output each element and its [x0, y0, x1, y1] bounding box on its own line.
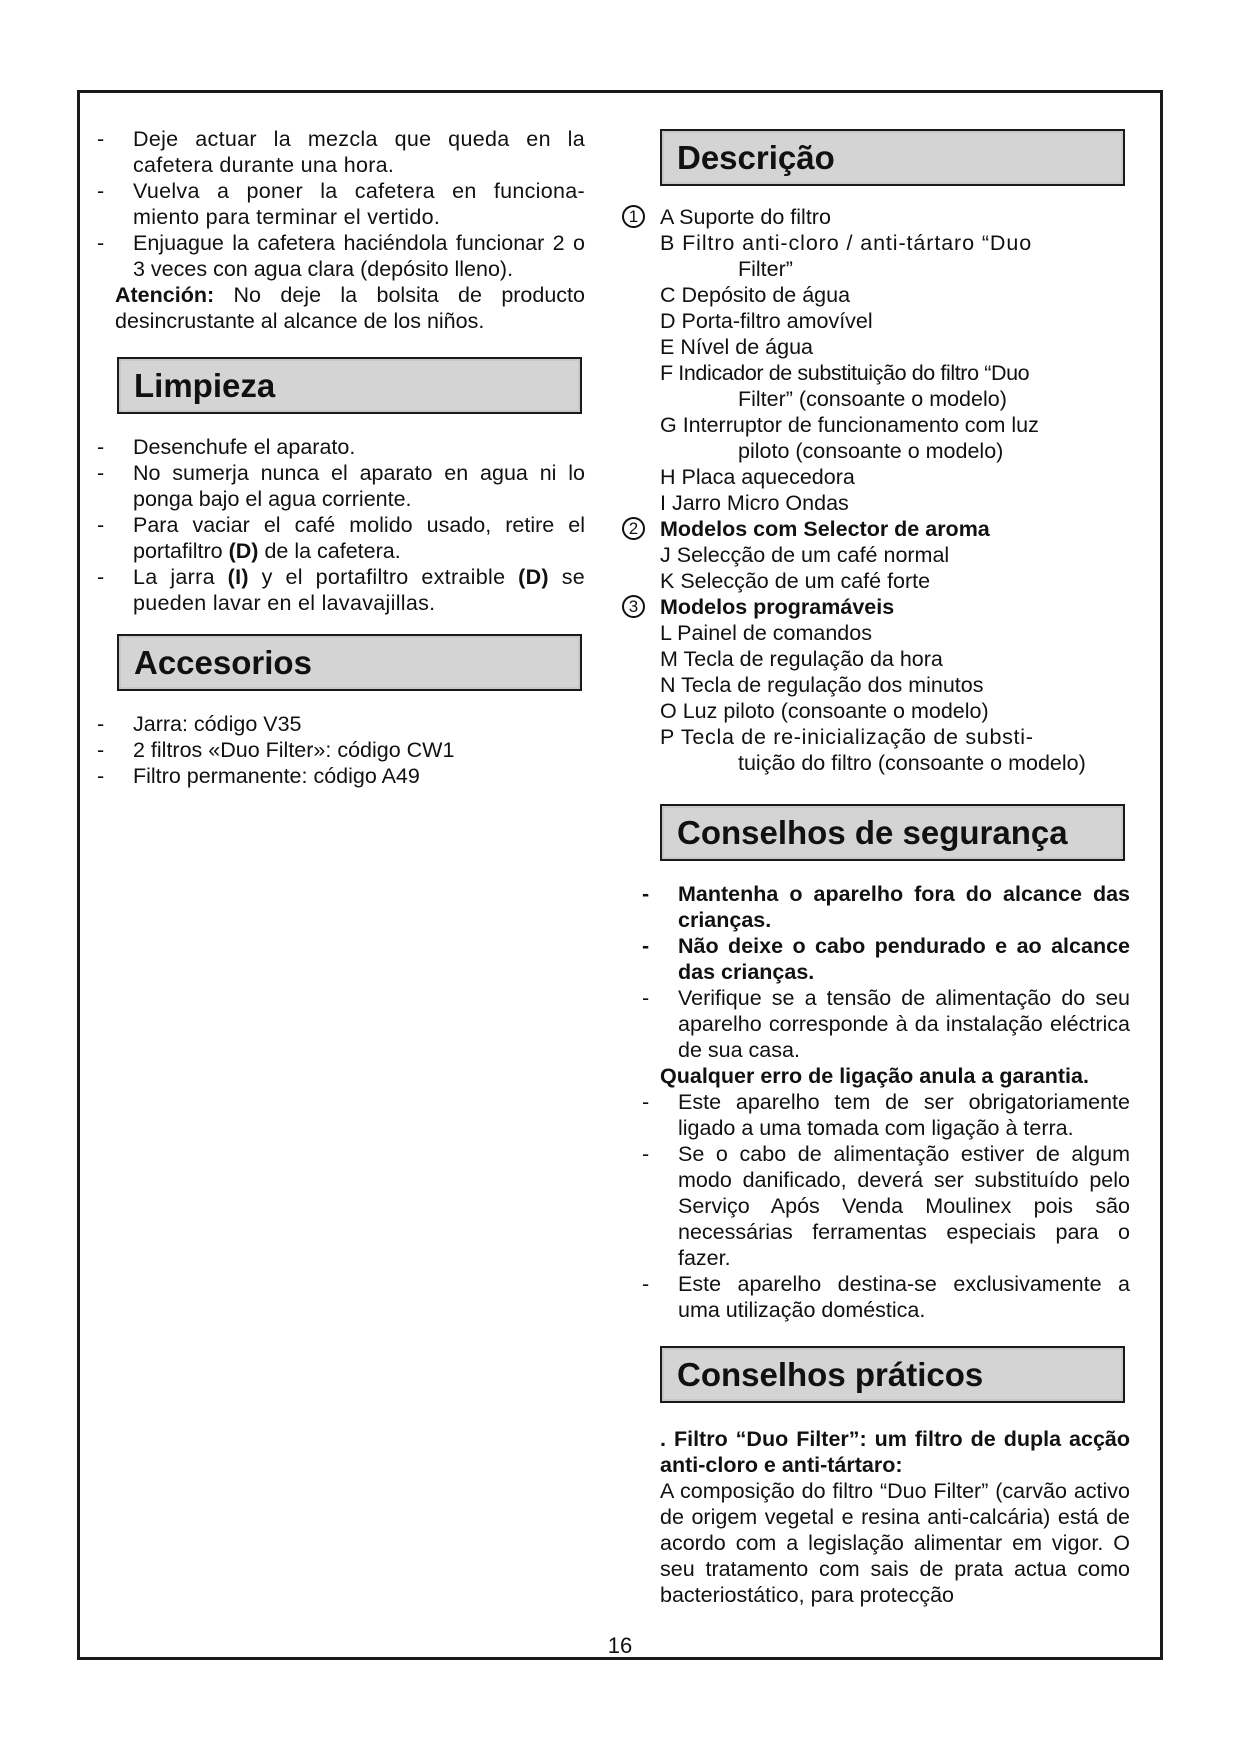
description-item: D Porta-filtro amovível — [660, 309, 873, 333]
section-heading-seguranca: Conselhos de segurança — [660, 804, 1125, 861]
list-item: - Não deixe o cabo pendurado e ao alcance das crianças. — [642, 934, 1130, 984]
description-item: H Placa aquecedora — [660, 465, 855, 489]
description-item: L Painel de comandos — [660, 621, 872, 645]
section-heading-limpieza: Limpieza — [117, 357, 582, 414]
attention-label: Atención: — [115, 283, 215, 307]
description-item: P Tecla de re-inicialização de substi- tuição do filtro (consoante o modelo) — [660, 725, 1086, 775]
section-heading-descricao: Descrição — [660, 129, 1125, 186]
description-item: M Tecla de regulação da hora — [660, 647, 943, 671]
cleaning-list — [97, 434, 586, 616]
marker-1: 1 — [622, 205, 645, 228]
list-item: - Desenchufe el aparato. — [97, 435, 356, 459]
list-item: - Vuelva a poner la cafetera en funciona-miento para terminar el vertido. — [97, 179, 585, 229]
list-item: - Para vaciar el café molido usado, retire el portafiltro (D) de la cafetera. — [97, 513, 585, 563]
description-subheading: 3 Modelos programáveis — [660, 594, 1130, 620]
marker-3: 3 — [622, 595, 645, 618]
page-number: 16 — [607, 1633, 633, 1658]
description-item: B Filtro anti-cloro / anti-tártaro “Duo Filter” — [660, 231, 1033, 281]
left-column — [97, 126, 585, 334]
description-list — [628, 204, 1130, 776]
list-item: - Verifique se a tensão de alimentação do seu aparelho corresponde à da instalação eléctrica de sua casa. — [642, 986, 1130, 1062]
description-item: J Selecção de um café normal — [660, 543, 950, 567]
list-item: - La jarra (I) y el portafiltro extraible (D) se pueden lavar en el lavavajillas. — [97, 565, 586, 615]
attention-note: Atención: No deje la bolsita de producto desincrustante al alcance de los niños. — [115, 283, 585, 333]
list-item: - Deje actuar la mezcla que queda en la cafetera durante una hora. — [97, 127, 585, 177]
list-item: - No sumerja nunca el aparato en agua ni lo ponga bajo el agua corriente. — [97, 461, 585, 511]
practical-subtitle: . Filtro “Duo Filter”: um filtro de dupla acção anti-cloro e anti-tártaro: — [660, 1427, 1130, 1477]
description-item: O Luz piloto (consoante o modelo) — [660, 699, 989, 723]
practical-body: A composição do filtro “Duo Filter” (carvão activo de origem vegetal e resina anti-calcária) está de acordo com a legislação alimentar em vigor. O seu tratamento com sais de prata actua como bacteriostático, para protecção — [660, 1479, 1130, 1607]
description-subheading: 2 Modelos com Selector de aroma — [660, 516, 1130, 542]
description-item: E Nível de água — [660, 335, 813, 359]
accessories-list — [97, 711, 585, 789]
description-item: N Tecla de regulação dos minutos — [660, 673, 984, 697]
description-item: K Selecção de um café forte — [660, 569, 931, 593]
list-item: - Se o cabo de alimentação estiver de algum modo danificado, deverá ser substituído pelo Serviço Após Venda Moulinex pois são necessárias ferramentas especiais para o fazer. — [642, 1142, 1130, 1270]
warning-text: Qualquer erro de ligação anula a garantia. — [660, 1064, 1089, 1088]
list-item: - Mantenha o aparelho fora do alcance das crianças. — [642, 882, 1130, 932]
section-heading-praticos: Conselhos práticos — [660, 1346, 1125, 1403]
description-item: C Depósito de água — [660, 283, 851, 307]
list-item: - Filtro permanente: código A49 — [97, 764, 420, 788]
list-item: - Este aparelho tem de ser obrigatoriamente ligado a uma tomada com ligação à terra. — [642, 1090, 1130, 1140]
list-item: - 2 filtros «Duo Filter»: código CW1 — [97, 738, 455, 762]
list-item: - Enjuague la cafetera haciéndola funcionar 2 o 3 veces con agua clara (depósito lleno). — [97, 231, 585, 281]
safety-list — [642, 881, 1130, 1323]
section-heading-accesorios: Accesorios — [117, 634, 582, 691]
description-item: I Jarro Micro Ondas — [660, 491, 849, 515]
list-item: - Este aparelho destina-se exclusivamente a uma utilização doméstica. — [642, 1272, 1130, 1322]
practical-text — [660, 1426, 1130, 1608]
list-item: - Jarra: código V35 — [97, 712, 302, 736]
description-item: F Indicador de substituição do filtro “Duo Filter” (consoante o modelo) — [660, 361, 1030, 411]
marker-2: 2 — [622, 517, 645, 540]
description-item: 1 A Suporte do filtro — [660, 204, 1130, 230]
description-item: G Interruptor de funcionamento com luz piloto (consoante o modelo) — [660, 413, 1039, 463]
